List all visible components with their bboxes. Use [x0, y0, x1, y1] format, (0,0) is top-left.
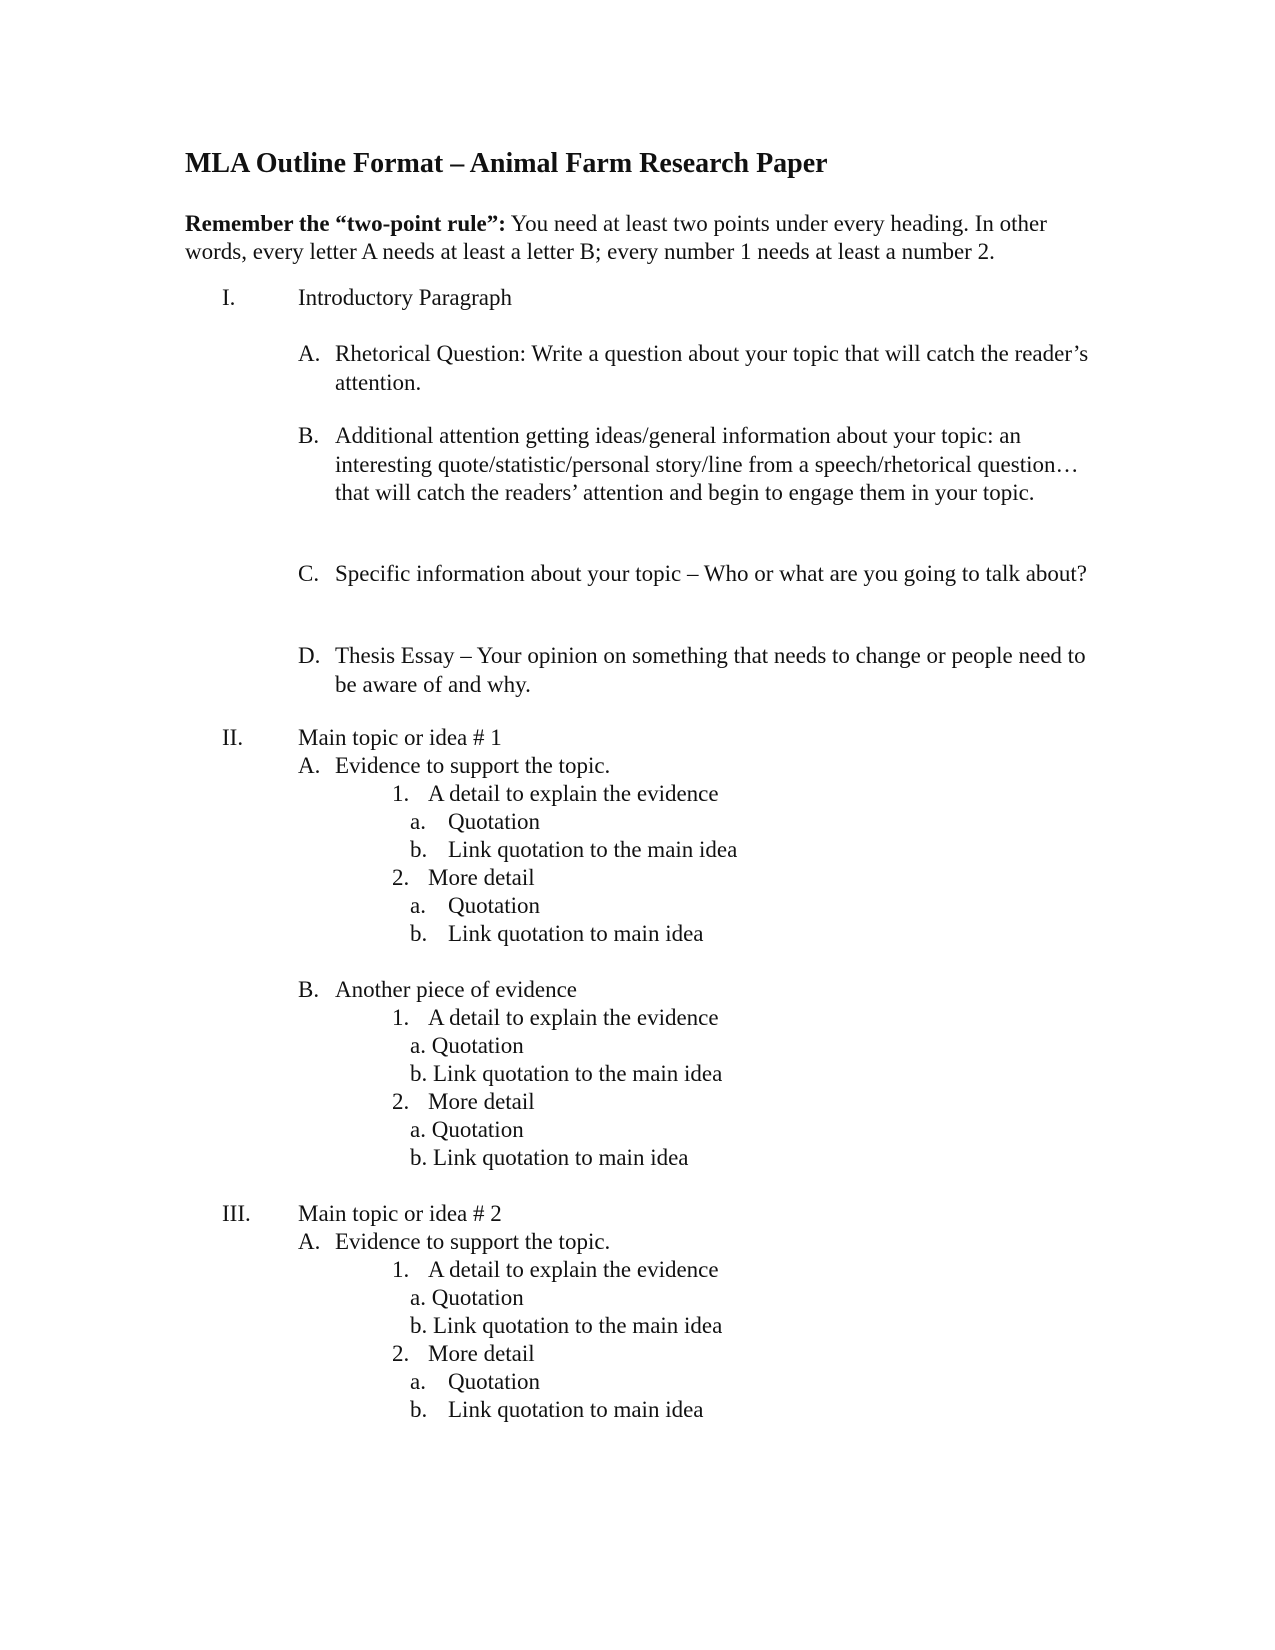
item-marker: A. [298, 753, 321, 778]
outline-item-text: Thesis Essay – Your opinion on something that needs to change or people need to be aware of and why. [335, 643, 1086, 697]
item-marker: a. [410, 893, 426, 918]
item-marker: b. [410, 1397, 428, 1422]
outline-item-text: Link quotation to the main idea [448, 837, 738, 862]
section-numeral: III. [222, 1201, 251, 1226]
section-numeral: I. [222, 285, 236, 310]
item-marker: 1. [392, 1005, 410, 1030]
outline-item-text: Another piece of evidence [335, 977, 578, 1002]
outline-item-text: Additional attention getting ideas/general information about your topic: an interesting quote/statistic/personal story/line from a speech/rhetorical question…that will catch the readers’ attention and begin to engage them in your topic. [335, 423, 1079, 505]
outline-item-text: b. Link quotation to the main idea [410, 1313, 723, 1338]
outline-item-text: A detail to explain the evidence [428, 1257, 719, 1282]
outline-item-text: Quotation [448, 893, 540, 918]
section-heading: Main topic or idea # 1 [298, 725, 502, 750]
section-numeral: II. [222, 725, 244, 750]
two-point-rule-note [185, 210, 1085, 266]
outline-item-text: Link quotation to main idea [448, 1397, 704, 1422]
outline-item-text: b. Link quotation to the main idea [410, 1061, 723, 1086]
item-marker: 2. [392, 865, 410, 890]
outline-item-text: Specific information about your topic – Who or what are you going to talk about? [335, 561, 1088, 586]
outline-item-text: Evidence to support the topic. [335, 753, 611, 778]
rule-label: Remember the “two-point rule”: [185, 211, 506, 236]
outline-item-text: A detail to explain the evidence [428, 781, 719, 806]
item-marker: 2. [392, 1341, 410, 1366]
section-heading: Main topic or idea # 2 [298, 1201, 502, 1226]
outline-item-text: Evidence to support the topic. [335, 1229, 611, 1254]
outline-item-text: Link quotation to main idea [448, 921, 704, 946]
item-marker: B. [298, 977, 320, 1002]
item-marker: a. [410, 809, 426, 834]
outline-item-text: a. Quotation [410, 1285, 524, 1310]
item-marker: 2. [392, 1089, 410, 1114]
item-marker: D. [298, 643, 321, 668]
outline-item-text: More detail [428, 1341, 535, 1366]
outline-item-text: Rhetorical Question: Write a question about your topic that will catch the reader’s attention. [335, 341, 1089, 395]
item-marker: 1. [392, 1257, 410, 1282]
outline-item-text: More detail [428, 1089, 535, 1114]
outline-item-text: Quotation [448, 1369, 540, 1394]
outline-item-text: a. Quotation [410, 1117, 524, 1142]
item-marker: C. [298, 561, 320, 586]
item-marker: A. [298, 341, 321, 366]
item-marker: 1. [392, 781, 410, 806]
outline-item-text: b. Link quotation to main idea [410, 1145, 689, 1170]
outline-item-text: Quotation [448, 809, 540, 834]
outline-item-text: More detail [428, 865, 535, 890]
rule-text: You need at least two points under every heading. In other words, every letter A needs at least a letter B; every number 1 needs at least a number 2. [185, 211, 1047, 264]
item-marker: B. [298, 423, 320, 448]
page-title: MLA Outline Format – Animal Farm Research Paper [185, 148, 828, 179]
item-marker: b. [410, 837, 428, 862]
item-marker: b. [410, 921, 428, 946]
item-marker: A. [298, 1229, 321, 1254]
outline-item-text: A detail to explain the evidence [428, 1005, 719, 1030]
section-heading: Introductory Paragraph [298, 285, 512, 310]
item-marker: a. [410, 1369, 426, 1394]
outline-item-text: a. Quotation [410, 1033, 524, 1058]
